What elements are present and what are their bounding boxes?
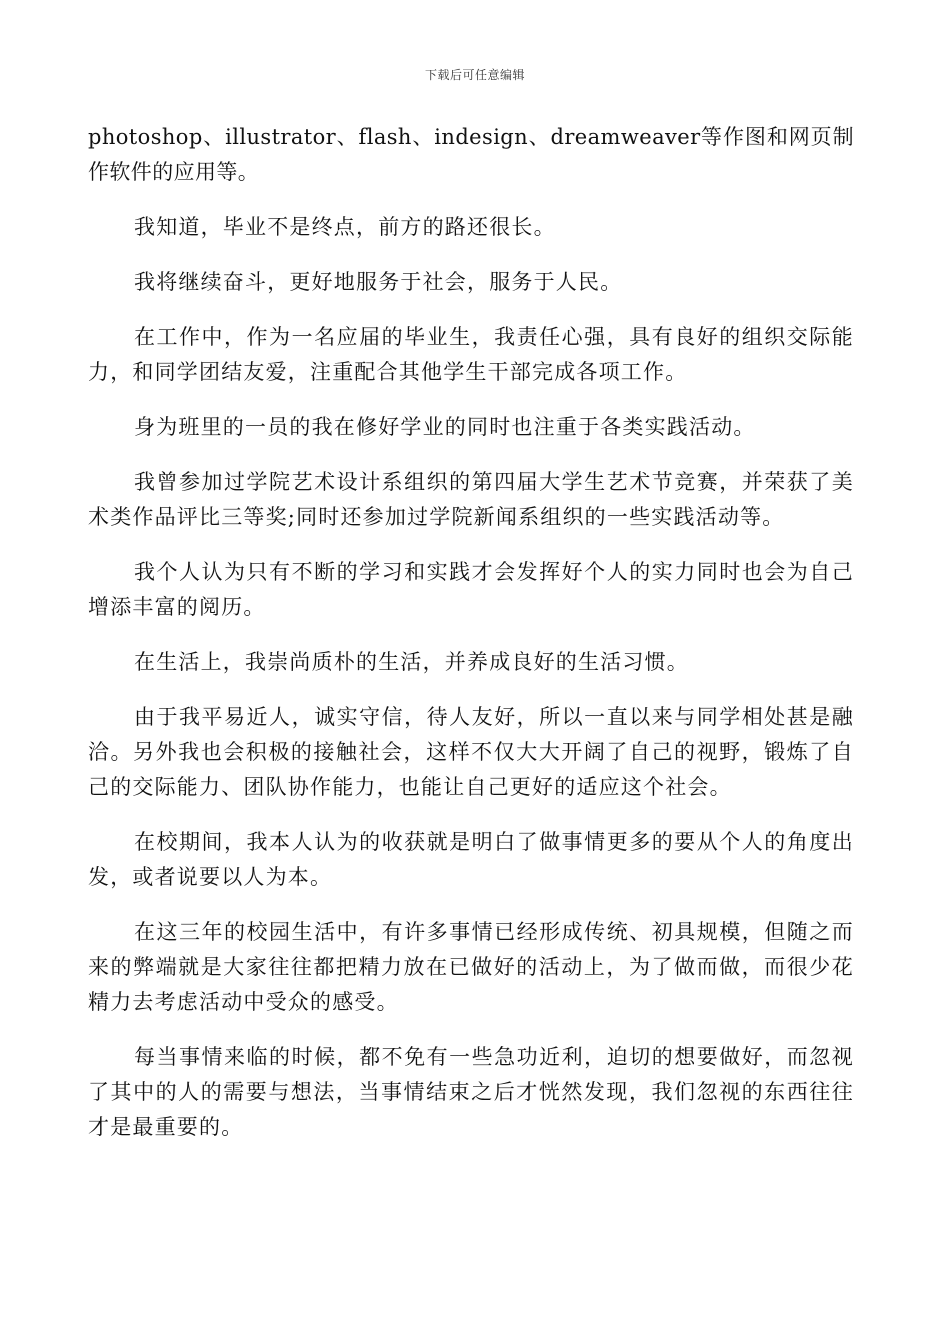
paragraph: 在校期间，我本人认为的收获就是明白了做事情更多的要从个人的角度出发，或者说要以人为本。: [88, 830, 854, 889]
paragraph: photoshop、illustrator、flash、indesign、dreamweaver等作图和网页制作软件的应用等。: [88, 125, 854, 184]
page-header: 下载后可任意编辑: [424, 68, 525, 82]
paragraph: 在这三年的校园生活中，有许多事情已经形成传统、初具规模，但随之而来的弊端就是大家往往都把精力放在已做好的活动上，为了做而做，而很少花精力去考虑活动中受众的感受。: [88, 920, 854, 1014]
paragraph: 我知道，毕业不是终点，前方的路还很长。: [134, 215, 556, 239]
paragraph: 在生活上，我崇尚质朴的生活，并养成良好的生活习惯。: [134, 650, 689, 674]
paragraph: 身为班里的一员的我在修好学业的同时也注重于各类实践活动。: [134, 415, 756, 439]
paragraph: 由于我平易近人，诚实守信，待人友好，所以一直以来与同学相处甚是融洽。另外我也会积极的接触社会，这样不仅大大开阔了自己的视野，锻炼了自己的交际能力、团队协作能力，也能让自己更好的适应这个社会。: [88, 705, 854, 799]
paragraph: 每当事情来临的时候，都不免有一些急功近利，迫切的想要做好，而忽视了其中的人的需要与想法，当事情结束之后才恍然发现，我们忽视的东西往往才是最重要的。: [88, 1045, 854, 1139]
paragraph: 我个人认为只有不断的学习和实践才会发挥好个人的实力同时也会为自己增添丰富的阅历。: [88, 560, 854, 619]
paragraph: 在工作中，作为一名应届的毕业生，我责任心强，具有良好的组织交际能力，和同学团结友爱，注重配合其他学生干部完成各项工作。: [88, 325, 854, 384]
paragraph: 我曾参加过学院艺术设计系组织的第四届大学生艺术节竞赛，并荣获了美术类作品评比三等奖;同时还参加过学院新闻系组织的一些实践活动等。: [88, 470, 854, 529]
paragraph: 我将继续奋斗，更好地服务于社会，服务于人民。: [134, 270, 623, 294]
document-body: [88, 120, 854, 1165]
